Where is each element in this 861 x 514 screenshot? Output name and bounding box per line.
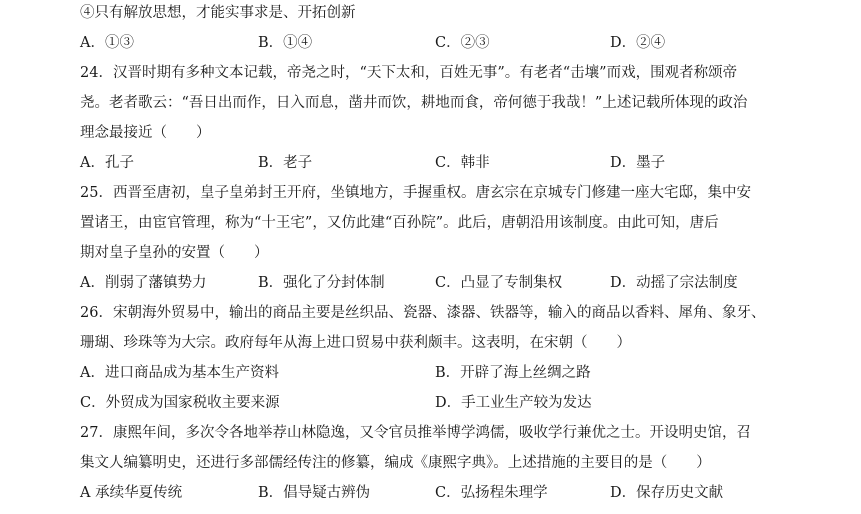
question-23-statement-4: ④只有解放思想，才能实事求是、开拓创新 [80, 5, 356, 21]
option-a[interactable]: A．①③ [80, 35, 134, 51]
option-c[interactable]: C．凸显了专制集权 [435, 275, 563, 291]
question-27-line-1: 27．康熙年间，多次令各地举荐山林隐逸，又令官员推举博学鸿儒，吸收学行兼优之士。开设明史馆，召 [80, 425, 751, 441]
option-d[interactable]: D．动摇了宗法制度 [610, 275, 738, 291]
option-c[interactable]: C．外贸成为国家税收主要来源 [80, 395, 280, 411]
question-24-options [80, 153, 840, 173]
option-b[interactable]: B．老子 [258, 155, 313, 171]
question-27-line-2: 集文人编纂明史，还进行多部儒经传注的修纂，编成《康熙字典》。上述措施的主要目的是（ ） [80, 455, 711, 471]
question-25-options [80, 273, 840, 293]
question-26-line-2: 珊瑚、珍珠等为大宗。政府每年从海上进口贸易中获利颇丰。这表明，在宋朝（ ） [80, 335, 631, 351]
option-b[interactable]: B．倡导疑古辨伪 [258, 485, 371, 501]
question-23-options [80, 33, 840, 53]
question-25-line-3: 期对皇子皇孙的安置（ ） [80, 245, 269, 261]
option-d[interactable]: D．墨子 [610, 155, 666, 171]
option-d[interactable]: D．②④ [610, 35, 666, 51]
option-a[interactable]: A 承续华夏传统 [80, 485, 183, 501]
option-d[interactable]: D．手工业生产较为发达 [435, 395, 592, 411]
question-24-line-1: 24．汉晋时期有多种文本记载，帝尧之时，“天下太和，百姓无事”。有老者“击壤”而戏，围观者称颂帝 [80, 65, 738, 81]
option-a[interactable]: A．进口商品成为基本生产资料 [80, 365, 279, 381]
question-24-line-2: 尧。老者歌云：“吾日出而作，日入而息，凿井而饮，耕地而食，帝何德于我哉！”上述记载所体现的政治 [80, 95, 748, 111]
option-b[interactable]: B．①④ [258, 35, 313, 51]
question-24-line-3: 理念最接近（ ） [80, 125, 211, 141]
option-a[interactable]: A．孔子 [80, 155, 134, 171]
option-d[interactable]: D．保存历史文献 [610, 485, 724, 501]
option-a[interactable]: A．削弱了藩镇势力 [80, 275, 207, 291]
question-27-options [80, 483, 840, 503]
option-c[interactable]: C．②③ [435, 35, 490, 51]
option-c[interactable]: C．韩非 [435, 155, 490, 171]
question-26-options-row-1 [80, 363, 840, 383]
question-25-line-2: 置诸王，由宦官管理，称为“十王宅”，又仿此建“百孙院”。此后，唐朝沿用该制度。由此可知，唐后 [80, 215, 719, 231]
question-26-line-1: 26．宋朝海外贸易中，输出的商品主要是丝织品、瓷器、漆器、铁器等，输入的商品以香料、犀角、象牙、 [80, 305, 766, 321]
option-b[interactable]: B．强化了分封体制 [258, 275, 385, 291]
option-b[interactable]: B．开辟了海上丝绸之路 [435, 365, 591, 381]
question-25-line-1: 25．西晋至唐初，皇子皇弟封王开府，坐镇地方，手握重权。唐玄宗在京城专门修建一座大宅邸，集中安 [80, 185, 751, 201]
option-c[interactable]: C．弘扬程朱理学 [435, 485, 548, 501]
question-26-options-row-2 [80, 393, 840, 413]
